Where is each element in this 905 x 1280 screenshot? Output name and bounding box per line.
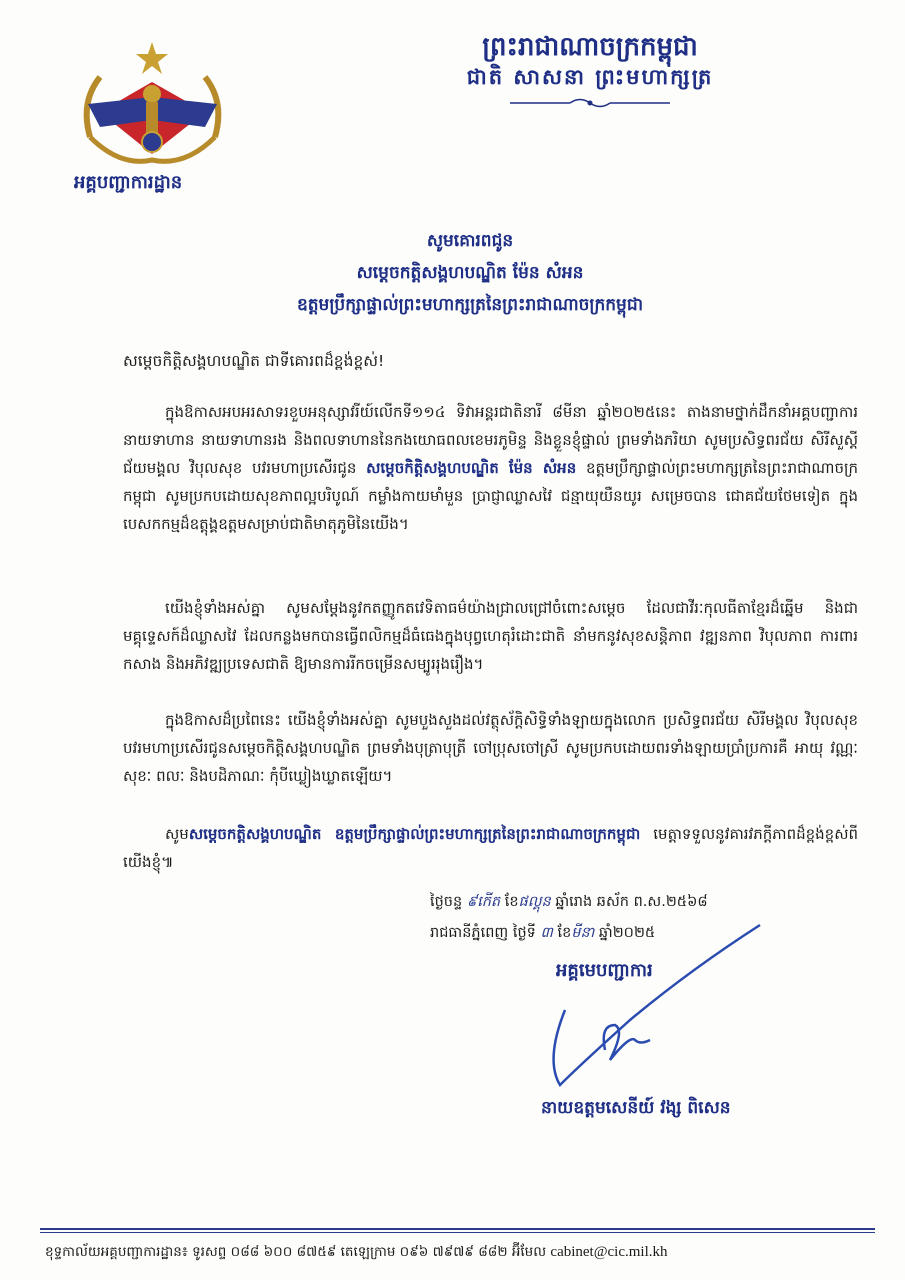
- paragraph-1-text-b: ឧត្តមប្រឹក្សាផ្ទាល់ព្រះមហាក្សត្រនៃព្រះរាជាណាចក្រកម្ពុជា សូមប្រកបដោយសុខភាពល្អបរិបូណ៍ កម្លាំងកាយមាំមួន ប្រាជ្ញាឈ្លាសវៃ ជន្មាយុយឺនយូរ សម្រេចបាន ជោគជ័យថែមទៀត ក្នុងបេសកកម្មដ៏ឧត្តុង្គឧត្តមសម្រាប់ជាតិមាតុភូមិនៃយើង។: [123, 459, 858, 533]
- ornament-divider-icon: [510, 96, 670, 110]
- paragraph-4-text-a: សូម: [165, 825, 189, 843]
- signer-name: នាយឧត្តមសេនីយ៍ វង្ស ពិសេន: [541, 1098, 731, 1118]
- signer-title: អគ្គមេបញ្ជាការ: [556, 960, 653, 981]
- paragraph-1-bold: សម្តេចកិត្តិសង្គហបណ្ឌិត ម៉ែន សំអន: [366, 459, 577, 477]
- solar-month: មីនា: [571, 925, 595, 941]
- solar-date-text-c: ឆ្នាំ២០២៥: [594, 925, 656, 941]
- kingdom-title: ព្រះរាជាណាចក្រកម្ពុជា: [482, 32, 698, 62]
- paragraph-4-text-b: មេត្តាទទួលនូវគារវភក្តីភាពដ៏ខ្ពង់ខ្ពស់ពីយើងខ្ញុំ៕: [123, 825, 858, 871]
- lunar-date-text-a: ថ្ងៃចន្ទ: [430, 894, 467, 910]
- org-name: អគ្គបញ្ជាការដ្ឋាន: [74, 172, 183, 193]
- lunar-day: ៩កើត: [466, 894, 501, 910]
- paragraph-4-bold: សម្តេចកត្តិសង្គហបណ្ឌិត ឧត្តមប្រឹក្សាផ្ទាល់ព្រះមហាក្សត្រនៃព្រះរាជាណាចក្រកម្ពុជា: [188, 825, 641, 843]
- footer-divider-thin: [40, 1232, 875, 1233]
- recipient-position: ឧត្តមប្រឹក្សាផ្ទាល់ព្រះមហាក្សត្រនៃព្រះរាជាណាចក្រកម្ពុជា: [296, 295, 644, 315]
- lunar-date-text-b: ខែ: [500, 894, 519, 910]
- lunar-month: ផល្គុន: [518, 894, 551, 910]
- solar-date-text-b: ខែ: [552, 925, 572, 941]
- solar-day: ៣: [540, 925, 553, 941]
- national-motto: ជាតិ សាសនា ព្រះមហាក្សត្រ: [466, 65, 714, 89]
- footer-contact-text: ខុទ្ទកាល័យអគ្គបញ្ជាការដ្ឋាន៖ ទូរសព្ទ ០៨៨ ៦០០ ៨៧៥៩ តេឡេក្រាម ០៩៦ ៧៩៧៩ ៨៨២ អ៊ីមែល: [45, 1244, 551, 1260]
- recipient-greeting: សូមគោរពជូន: [426, 231, 514, 251]
- army-emblem-icon: [70, 42, 235, 174]
- solar-date-text-a: រាជធានីភ្នំពេញ ថ្ងៃទី: [430, 925, 541, 941]
- paragraph-3: ក្នុងឱកាសដ៏ប្រពៃនេះ យើងខ្ញុំទាំងអស់គ្នា សូមបួងសួងដល់វត្ថុស័ក្តិសិទ្ធិទាំងឡាយក្នុងលោក ប្រសិទ្ធពរជ័យ សិរីមង្គល វិបុលសុខ បវរមហាប្រសើរជូនសម្តេចកិត្តិសង្គហបណ្ឌិត ព្រមទាំងបុត្រាបុត្រី ចៅប្រុសចៅស្រី សូមប្រកបដោយពរទាំងឡាយប្រាំប្រការគឺ អាយុ វណ្ណៈ សុខៈ ពលៈ និងបដិភាណៈ កុំបីឃ្លៀងឃ្លាតឡើយ។: [123, 711, 858, 785]
- recipient-name: សម្តេចកត្តិសង្គហបណ្ឌិត ម៉ែន សំអន: [356, 263, 584, 283]
- footer-email-link[interactable]: cabinet@cic.mil.kh: [550, 1244, 668, 1260]
- paragraph-4: [123, 820, 858, 876]
- paragraph-2: យើងខ្ញុំទាំងអស់គ្នា សូមសម្តែងនូវកតញ្ញូកតវេទិតាធម៌យ៉ាងជ្រាលជ្រៅចំពោះសម្តេច ដែលជាវីរៈកុលធីតាខ្មែរដ៏ឆ្នើម និងជាមគ្គុទ្ទេសក៍ដ៏ឈ្លាសវៃ ដែលកន្លងមកបានធ្វើពលិកម្មដ៏ធំធេងក្នុងបុព្វហេតុរំដោះជាតិ នាំមកនូវសុខសន្តិភាព វឌ្ឍនភាព វិបុលភាព ការពារ កសាង និងអភិវឌ្ឍប្រទេសជាតិ ឱ្យមានការរីកចម្រើនសម្បូររុងរឿង។: [123, 599, 858, 673]
- paragraph-1: [123, 398, 858, 538]
- footer-contact: [45, 1243, 875, 1263]
- handwritten-signature-icon: [540, 900, 770, 1100]
- lunar-date-text-c: ឆ្នាំរោង ឆស័ក ព.ស.២៥៦៨: [550, 894, 708, 910]
- paragraph-1-text-a: ក្នុងឱកាសអបអរសាទរខួបអនុស្សាវរីយ៍លើកទី១១៤ ទិវាអន្តរជាតិនារី ៨មីនា ឆ្នាំ២០២៥នេះ តាងនាមថ្នាក់ដឹកនាំអគ្គបញ្ជាការ នាយទាហាន នាយទាហានរង និងពលទាហាននៃកងយោធពលខេមរភូមិន្ទ និងខ្លួនខ្ញុំផ្ទាល់ ព្រមទាំងភរិយា សូមប្រសិទ្ធពរជ័យ សិរីសួស្តី ជ័យមង្គល វិបុលសុខ បវរមហាប្រសើរជូន: [123, 403, 858, 477]
- footer-divider: [40, 1228, 875, 1230]
- salutation: សម្តេចកិត្តិសង្គហបណ្ឌិត ជាទីគោរពដ៏ខ្ពង់ខ្ពស់!: [123, 352, 385, 370]
